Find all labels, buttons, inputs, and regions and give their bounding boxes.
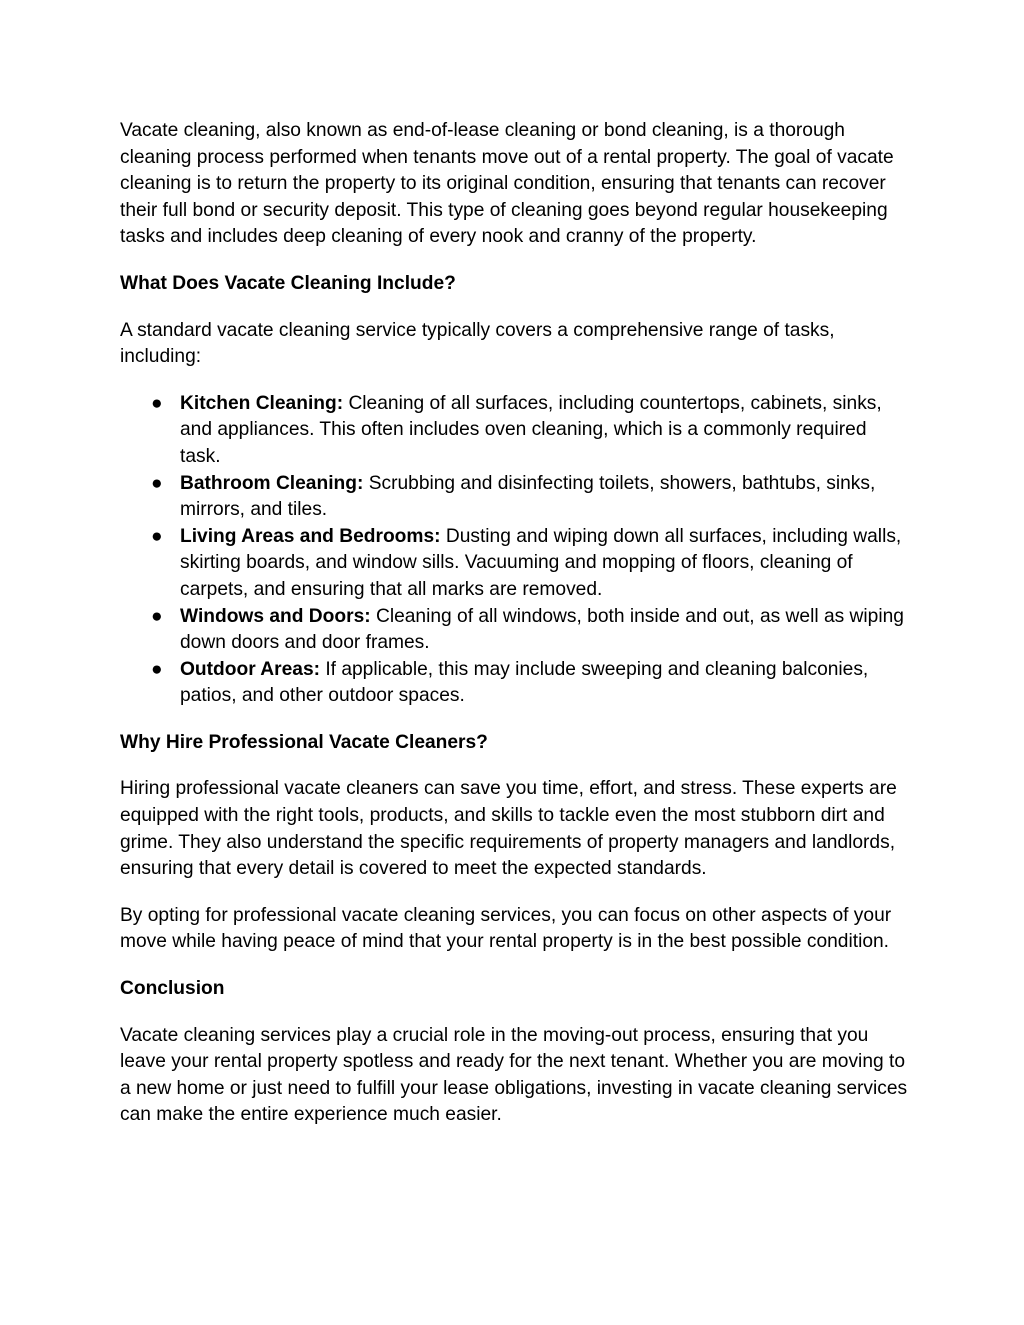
section-heading-why-hire: Why Hire Professional Vacate Cleaners? xyxy=(120,731,488,753)
bullet-icon: ● xyxy=(151,525,163,547)
list-item-text: Scrubbing and disinfecting toilets, showers, bathtubs, sinks, mirrors, and tiles. xyxy=(180,472,876,521)
list-item-bathroom xyxy=(151,471,910,524)
bullet-icon: ● xyxy=(151,605,163,627)
list-item-text: Cleaning of all windows, both inside and out, as well as wiping down doors and door frames. xyxy=(180,605,904,654)
task-list xyxy=(120,391,910,710)
why-hire-paragraph-2: By opting for professional vacate cleaning services, you can focus on other aspects of your move while having peace of mind that your rental property is in the best possible condition. xyxy=(120,904,892,953)
conclusion-paragraph: Vacate cleaning services play a crucial role in the moving-out process, ensuring that you leave your rental property spotless and ready for the next tenant. Whether you are moving to a new home or just need to fulfill your lease obligations, investing in vacate cleaning services can make the entire experience much easier. xyxy=(120,1024,908,1126)
list-item-kitchen xyxy=(151,391,910,471)
intro-paragraph: Vacate cleaning, also known as end-of-lease cleaning or bond cleaning, is a thorough cleaning process performed when tenants move out of a rental property. The goal of vacate cleaning is to return the property to its original condition, ensuring that tenants can recover their full bond or security deposit. This type of cleaning goes beyond regular housekeeping tasks and includes deep cleaning of every nook and cranny of the property. xyxy=(120,120,894,248)
list-item-term: Kitchen Cleaning: xyxy=(180,392,344,414)
list-item-term: Living Areas and Bedrooms: xyxy=(180,525,441,547)
list-item-term: Bathroom Cleaning: xyxy=(180,472,364,494)
bullet-icon: ● xyxy=(151,472,163,494)
section-heading-include: What Does Vacate Cleaning Include? xyxy=(120,272,456,294)
list-item-text: If applicable, this may include sweeping and cleaning balconies, patios, and other outdoor spaces. xyxy=(180,658,869,707)
list-item-living-areas xyxy=(151,524,910,604)
bullet-icon: ● xyxy=(151,658,163,680)
list-item-outdoor xyxy=(151,657,910,710)
list-item-text: Cleaning of all surfaces, including countertops, cabinets, sinks, and appliances. This often includes oven cleaning, which is a commonly required task. xyxy=(180,392,882,467)
list-item-term: Outdoor Areas: xyxy=(180,658,321,680)
list-item-text: Dusting and wiping down all surfaces, including walls, skirting boards, and window sills. Vacuuming and mopping of floors, cleaning of carpets, and ensuring that all marks are removed. xyxy=(180,525,902,600)
include-lead-paragraph: A standard vacate cleaning service typically covers a comprehensive range of tasks, including: xyxy=(120,319,835,368)
section-heading-conclusion: Conclusion xyxy=(120,978,225,1000)
document-page xyxy=(120,118,910,1149)
bullet-icon: ● xyxy=(151,392,163,414)
why-hire-paragraph-1: Hiring professional vacate cleaners can save you time, effort, and stress. These experts are equipped with the right tools, products, and skills to tackle even the most stubborn dirt and grime. They also understand the specific requirements of property managers and landlords, ensuring that every detail is covered to meet the expected standards. xyxy=(120,778,897,880)
list-item-term: Windows and Doors: xyxy=(180,605,371,627)
list-item-windows-doors xyxy=(151,604,910,657)
